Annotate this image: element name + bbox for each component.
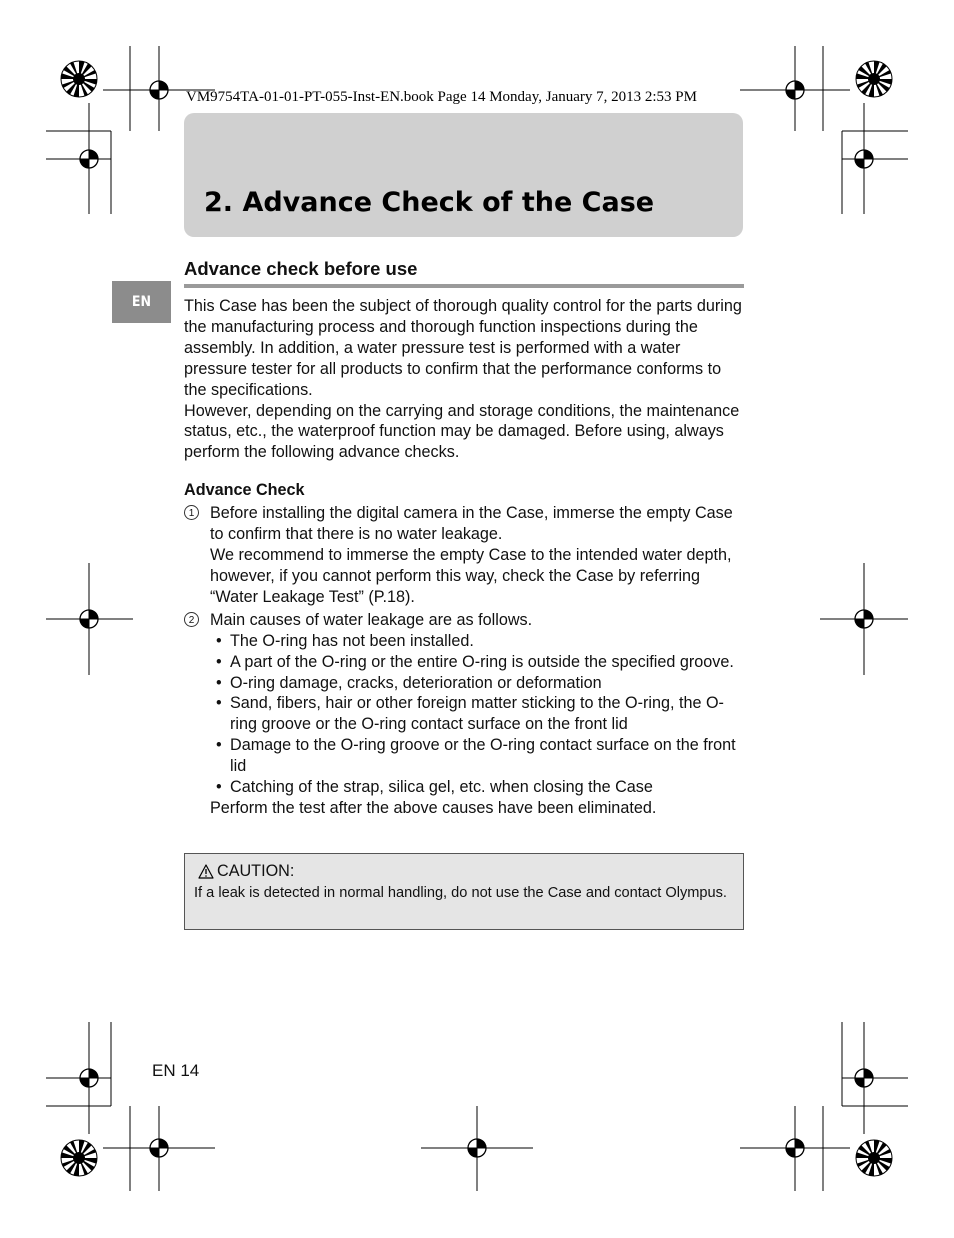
check-step [184, 610, 744, 819]
advance-check-heading: Advance Check [184, 481, 305, 500]
list-item: • The O-ring has not been installed. [210, 631, 744, 652]
section-heading: Advance check before use [184, 256, 744, 288]
list-item: • A part of the O-ring or the entire O-ring is outside the specified groove. [210, 652, 744, 673]
main-content [184, 256, 744, 819]
caution-header [198, 861, 294, 881]
list-item: • Catching of the strap, silica gel, etc. when closing the Case [210, 777, 744, 798]
step-footer: Perform the test after the above causes have been eliminated. [210, 798, 657, 817]
intro-paragraph: This Case has been the subject of thorough quality control for the parts during the manufacturing process and thorough function inspections during the assembly. In addition, a water pressure test is performed with a water pressure tester for all products to confirm that the performance conforms to the specifications. [184, 297, 742, 399]
chapter-title: 2. Advance Check of the Case [204, 187, 655, 218]
leak-causes-list [210, 631, 744, 798]
step-text: Main causes of water leakage are as follows. [210, 610, 533, 629]
intro-paragraph: However, depending on the carrying and storage conditions, the maintenance status, etc., the waterproof function may be damaged. Before using, always perform the following advance checks. [184, 401, 740, 462]
check-step [184, 503, 744, 608]
step-note: We recommend to immerse the empty Case to the intended water depth, however, if you cannot perform this way, check the Case by referring “Water Leakage Test” (P.18). [210, 546, 732, 606]
step-number-badge: 2 [184, 612, 199, 627]
intro-text [184, 296, 744, 463]
book-file-header: VM9754TA-01-01-PT-055-Inst-EN.book Page 14 Monday, January 7, 2013 2:53 PM [186, 89, 697, 105]
step-text: Before installing the digital camera in the Case, immerse the empty Case to confirm that there is no water leakage. [210, 504, 733, 544]
chapter-title-band [184, 113, 743, 237]
list-item: • Damage to the O-ring groove or the O-ring contact surface on the front lid [210, 735, 744, 777]
warning-triangle-icon [198, 864, 214, 879]
list-item: • O-ring damage, cracks, deterioration or deformation [210, 673, 744, 694]
caution-box [184, 853, 744, 930]
page-number: EN 14 [152, 1061, 200, 1080]
caution-label: CAUTION: [217, 862, 295, 880]
step-number-badge: 1 [184, 505, 199, 520]
caution-text: If a leak is detected in normal handling, do not use the Case and contact Olympus. [194, 885, 727, 901]
language-tab: EN [112, 281, 171, 323]
list-item: • Sand, fibers, hair or other foreign matter sticking to the O-ring, the O-ring groove or the O-ring contact surface on the front lid [210, 693, 744, 735]
